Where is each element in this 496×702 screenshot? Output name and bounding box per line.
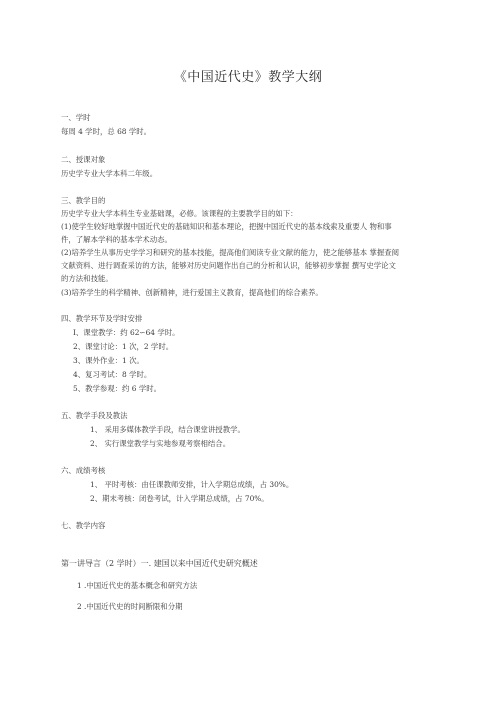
- lecture-1-item: 2 .中国近代史的时间断限和分期: [77, 602, 183, 611]
- section-5-heading: 五、教学手段及教法: [61, 411, 128, 420]
- lecture-1-item: 1 .中国近代史的基本概念和研究方法: [77, 581, 198, 590]
- section-2-body: 历史学专业大学本科二年级。: [61, 169, 158, 178]
- section-6-item: 1、 平时考核：由任课教师安排，计入学期总成绩，占 30%。: [90, 480, 294, 489]
- section-4-item: 2、课堂讨论：1 次，2 学时。: [73, 342, 174, 351]
- section-4-item: 5、教学参观：约 6 学时。: [73, 384, 162, 393]
- section-3-intro: 历史学专业大学本科生专业基础课，必修。该课程的主要教学目的如下：: [61, 209, 298, 218]
- lecture-1-title: 第一讲导言（2 学时）一. 建国以来中国近代史研究概述: [61, 559, 258, 568]
- section-4-heading: 四、教学环节及学时安排: [61, 314, 143, 323]
- section-2-heading: 二、授课对象: [61, 155, 106, 164]
- section-6-item: 2、期末考核：闭卷考试，计入学期总成绩，占 70%。: [90, 494, 269, 503]
- section-4-item: 3、课外作业：1 次。: [73, 356, 144, 365]
- section-1-heading: 一、学时: [61, 113, 91, 122]
- section-3-goal-1-line-2: 件，了解本学科的基本学术动态。: [61, 235, 172, 244]
- section-7-heading: 七、教学内容: [61, 521, 106, 530]
- section-3-goal-2-line-2: 文献资料、进行调查采访的方法，能够对历史问题作出自己的分析和认识，能够初步掌握 撰写史学论文: [61, 261, 396, 270]
- section-1-body: 每周 4 学时，总 68 学时。: [61, 127, 152, 136]
- section-4-item: I、课堂教学：约 62∽64 学时。: [73, 328, 180, 337]
- section-6-heading: 六、成绩考核: [61, 466, 106, 475]
- section-5-item: 1、 采用多媒体教学手段，结合课堂讲授教学。: [90, 425, 245, 434]
- section-4-item: 4、复习考试：8 学时。: [73, 370, 152, 379]
- section-3-goal-1-line-1: (1)使学生较好地掌握中国近代史的基础知识和基本理论，把握中国近代史的基本线索及重要人 物和事: [61, 222, 392, 231]
- section-5-item: 2、 实行课堂教学与实地参观考察相结合。: [90, 439, 231, 448]
- section-3-goal-2-line-3: 的方法和技能。: [61, 274, 113, 283]
- section-3-heading: 三、教学目的: [61, 196, 106, 205]
- section-3-goal-3: (3)培养学生的科学精神、创新精神，进行爱国主义教育，提高他们的综合素养。: [61, 288, 323, 297]
- section-3-goal-2-line-1: (2)培养学生从事历史学学习和研究的基本技能，提高他们阅读专业文献的能力，使之能够基本 掌握查阅: [61, 248, 400, 257]
- document-title: 《中国近代史》教学大纲: [173, 70, 323, 85]
